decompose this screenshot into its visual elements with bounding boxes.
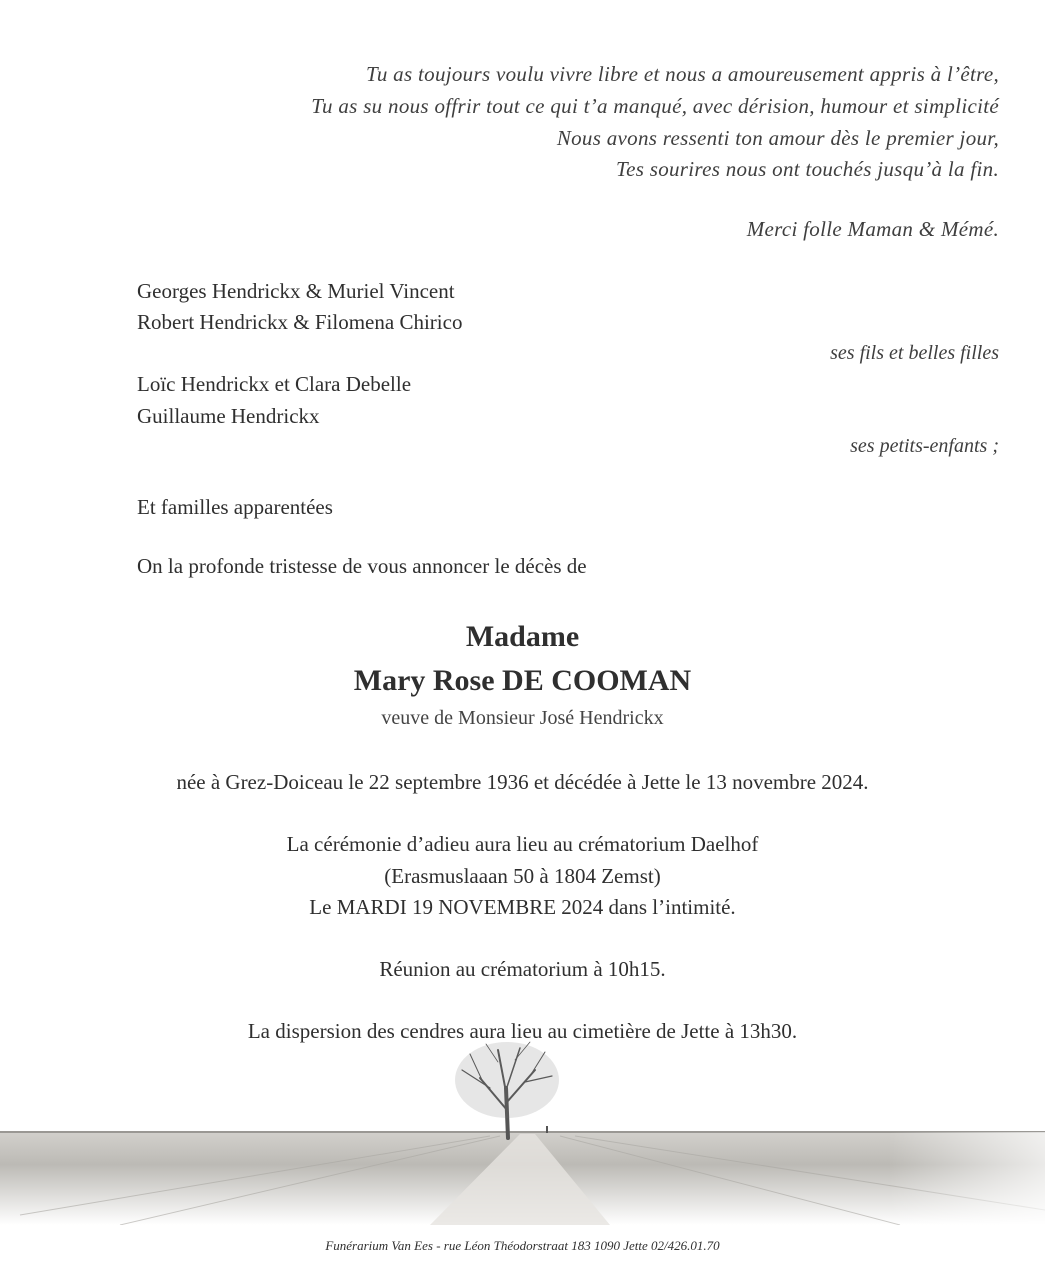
birth-death-dates: née à Grez-Doiceau le 22 septembre 1936 et décédée à Jette le 13 novembre 2024. <box>176 770 869 794</box>
ceremony-line-1: La cérémonie d’adieu aura lieu au crématorium Daelhof <box>286 832 759 856</box>
deceased-title: Madame <box>465 620 580 653</box>
grandchild-name-1: Loïc Hendrickx et Clara Debelle <box>137 372 412 396</box>
grandchild-name-2: Guillaume Hendrickx <box>137 404 320 428</box>
poem-line-2: Tu as su nous offrir tout ce qui t’a manqué, avec dérision, humour et simplicité <box>311 94 999 118</box>
ceremony-line-3: Le MARDI 19 NOVEMBRE 2024 dans l’intimité. <box>309 895 736 919</box>
dispersion-info: La dispersion des cendres aura lieu au cimetière de Jette à 13h30. <box>247 1019 798 1043</box>
son-name-1: Georges Hendrickx & Muriel Vincent <box>137 279 455 303</box>
deceased-widow-of: veuve de Monsieur José Hendrickx <box>381 707 664 729</box>
related-families: Et familles apparentées <box>137 495 333 519</box>
announcement: On la profonde tristesse de vous annoncer le décès de <box>137 554 587 578</box>
poem-line-3: Nous avons ressenti ton amour dès le premier jour, <box>556 126 999 150</box>
meeting-time: Réunion au crématorium à 10h15. <box>379 957 666 981</box>
poem-line-1: Tu as toujours voulu vivre libre et nous a amoureusement appris à l’être, <box>366 62 999 86</box>
landscape-tree-illustration <box>0 1040 1045 1225</box>
son-name-2: Robert Hendrickx & Filomena Chirico <box>137 310 463 334</box>
funeral-home-footer: Funérarium Van Ees - rue Léon Théodorstraat 183 1090 Jette 02/426.01.70 <box>325 1238 720 1253</box>
deceased-name: Mary Rose DE COOMAN <box>353 664 692 697</box>
poem-thanks: Merci folle Maman & Mémé. <box>746 217 999 241</box>
grandchildren-role: ses petits-enfants ; <box>850 435 999 457</box>
ceremony-line-2: (Erasmuslaaan 50 à 1804 Zemst) <box>384 864 661 888</box>
sons-role: ses fils et belles filles <box>830 342 999 364</box>
poem-line-4: Tes sourires nous ont touchés jusqu’à la fin. <box>616 157 999 181</box>
